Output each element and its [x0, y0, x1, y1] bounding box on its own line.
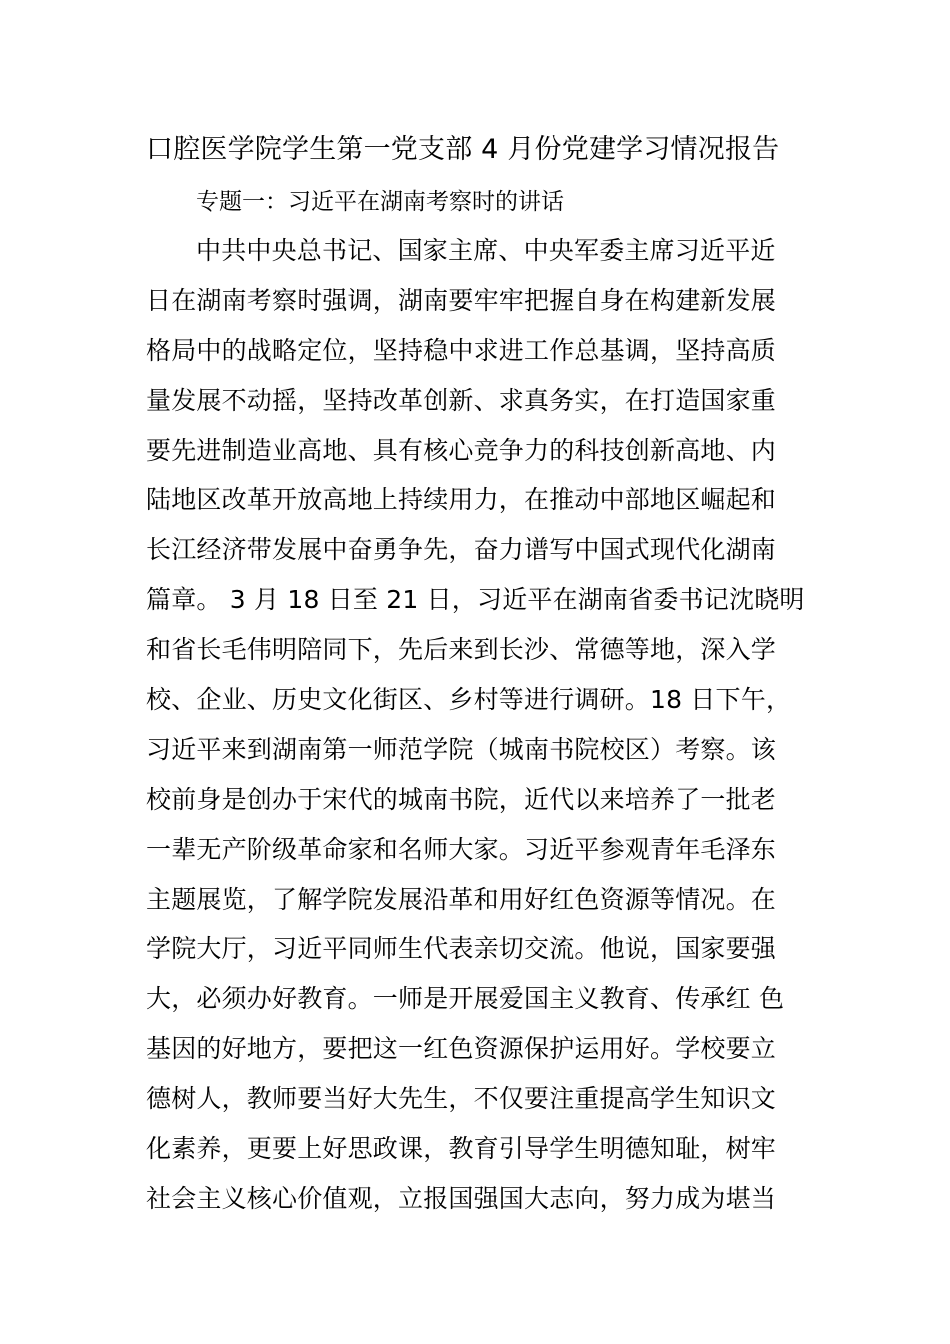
body-line: 格局中的战略定位，坚持稳中求进工作总基调，坚持高质	[146, 335, 777, 365]
body-line: 社会主义核心价值观，立报国强国大志向，努力成为堪当	[146, 1183, 777, 1213]
body-line: 基因的好地方，要把这一红色资源保护运用好。学校要立	[146, 1034, 777, 1064]
document-title: 口腔医学院学生第一党支部 4 月份党建学习情况报告	[146, 134, 780, 165]
body-line: 要先进制造业高地、具有核心竞争力的科技创新高地、内	[146, 435, 777, 465]
body-line: 大，必须办好教育。一师是开展爱国主义教育、传承红 色	[146, 984, 785, 1014]
body-line: 陆地区改革开放高地上持续用力，在推动中部地区崛起和	[146, 485, 777, 515]
body-line: 德树人，教师要当好大先生，不仅要注重提高学生知识文	[146, 1084, 777, 1114]
body-line: 和省长毛伟明陪同下，先后来到长沙、常德等地，深入学	[146, 635, 777, 665]
body-line: 校前身是创办于宋代的城南书院，近代以来培养了一批老	[146, 784, 777, 814]
body-line: 量发展不动摇，坚持改革创新、求真务实，在打造国家重	[146, 385, 777, 415]
body-line: 中共中央总书记、国家主席、中央军委主席习近平近	[196, 236, 776, 265]
body-line: 一辈无产阶级革命家和名师大家。习近平参观青年毛泽东	[146, 834, 777, 864]
body-line: 日在湖南考察时强调，湖南要牢牢把握自身在构建新发展	[146, 285, 777, 315]
body-line: 篇章。 3 月 18 日至 21 日，习近平在湖南省委书记沈晓明	[146, 585, 805, 615]
body-line: 学院大厅，习近平同师生代表亲切交流。他说，国家要强	[146, 934, 777, 964]
body-line: 习近平来到湖南第一师范学院（城南书院校区）考察。该	[146, 734, 777, 764]
body-line: 主题展览，了解学院发展沿革和用好红色资源等情况。在	[146, 884, 777, 914]
section-heading: 专题一：习近平在湖南考察时的讲话	[196, 189, 564, 215]
body-paragraph	[146, 229, 826, 1227]
body-line: 长江经济带发展中奋勇争先，奋力谱写中国式现代化湖南	[146, 535, 777, 565]
body-line: 校、企业、历史文化街区、乡村等进行调研。18 日下午，	[146, 685, 792, 715]
body-line: 化素养，更要上好思政课，教育引导学生明德知耻，树牢	[146, 1134, 777, 1164]
